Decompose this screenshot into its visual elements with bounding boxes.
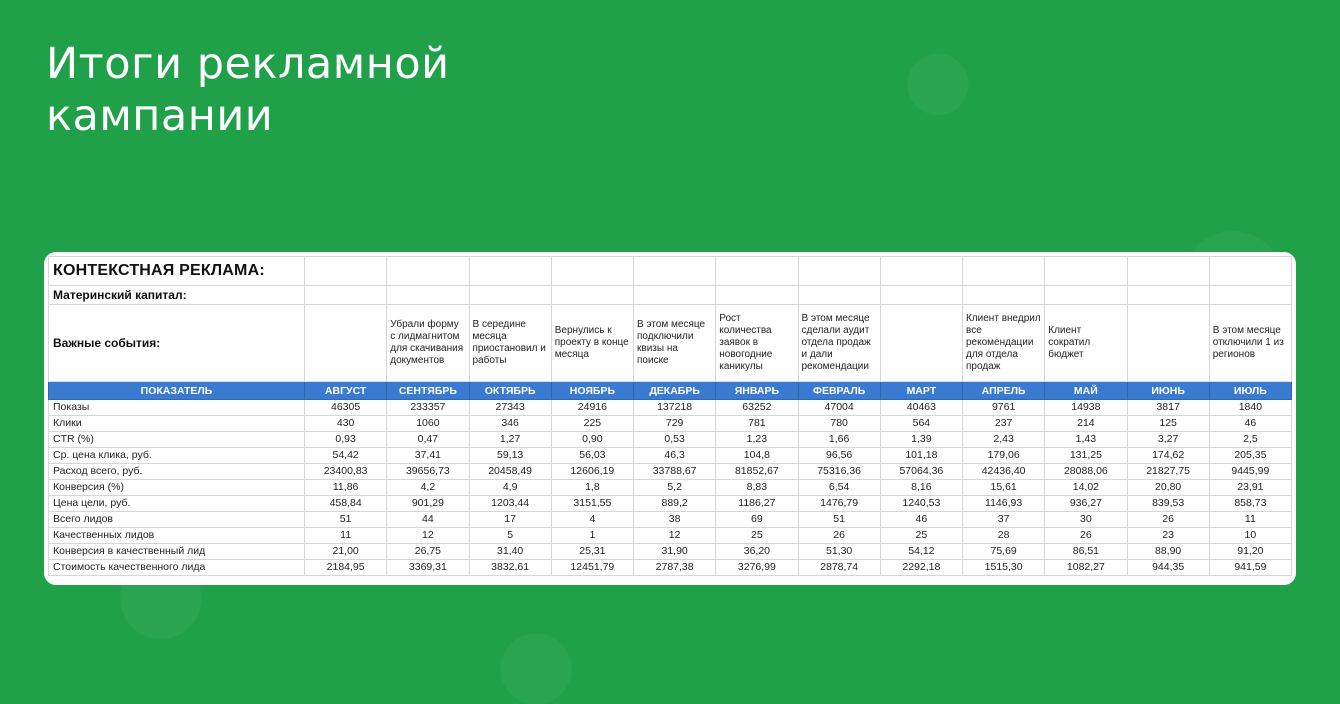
table-cell: 2878,74 (798, 560, 880, 576)
table-cell: 4,9 (469, 480, 551, 496)
table-cell: 96,56 (798, 448, 880, 464)
subheading-empty-cell (634, 286, 716, 305)
table-cell: 430 (305, 416, 387, 432)
table-cell: 4 (551, 512, 633, 528)
table-cell: 1,8 (551, 480, 633, 496)
table-cell: 86,51 (1045, 544, 1127, 560)
table-cell: 2184,95 (305, 560, 387, 576)
row-label: Всего лидов (49, 512, 305, 528)
table-cell: 59,13 (469, 448, 551, 464)
table-cell: 174,62 (1127, 448, 1209, 464)
table-cell: 1515,30 (963, 560, 1045, 576)
row-label: Показы (49, 400, 305, 416)
table-cell: 26 (1045, 528, 1127, 544)
column-header-month: АПРЕЛЬ (963, 382, 1045, 400)
column-header-month: МАРТ (880, 382, 962, 400)
table-cell: 858,73 (1209, 496, 1291, 512)
heading-empty-cell (634, 257, 716, 286)
row-label: Расход всего, руб. (49, 464, 305, 480)
heading-empty-cell (1127, 257, 1209, 286)
row-label: Цена цели, руб. (49, 496, 305, 512)
heading-empty-cell (716, 257, 798, 286)
table-cell: 125 (1127, 416, 1209, 432)
table-heading: КОНТЕКСТНАЯ РЕКЛАМА: (49, 257, 305, 286)
event-note: Убрали форму с лидмагнитом для скачивания документов (387, 305, 469, 382)
table-row (49, 432, 1292, 448)
heading-empty-cell (387, 257, 469, 286)
table-cell: 0,53 (634, 432, 716, 448)
table-cell: 3369,31 (387, 560, 469, 576)
table-cell: 46 (1209, 416, 1291, 432)
table-cell: 9761 (963, 400, 1045, 416)
table-row (49, 512, 1292, 528)
table-cell: 23,91 (1209, 480, 1291, 496)
table-cell: 214 (1045, 416, 1127, 432)
table-cell: 33788,67 (634, 464, 716, 480)
column-header-month: ФЕВРАЛЬ (798, 382, 880, 400)
table-cell: 3832,61 (469, 560, 551, 576)
table-cell: 23 (1127, 528, 1209, 544)
table-cell: 1082,27 (1045, 560, 1127, 576)
table-cell: 26 (798, 528, 880, 544)
table-cell: 901,29 (387, 496, 469, 512)
column-header-indicator: ПОКАЗАТЕЛЬ (49, 382, 305, 400)
event-note (880, 305, 962, 382)
column-header-month: СЕНТЯБРЬ (387, 382, 469, 400)
table-cell: 1840 (1209, 400, 1291, 416)
table-cell: 51 (305, 512, 387, 528)
event-note: Рост количества заявок в новогодние каникулы (716, 305, 798, 382)
event-note: Клиент сократил бюджет (1045, 305, 1127, 382)
table-cell: 23400,83 (305, 464, 387, 480)
row-label: Клики (49, 416, 305, 432)
table-cell: 91,20 (1209, 544, 1291, 560)
table-cell: 458,84 (305, 496, 387, 512)
table-cell: 42436,40 (963, 464, 1045, 480)
column-header-month: ЯНВАРЬ (716, 382, 798, 400)
table-cell: 1,43 (1045, 432, 1127, 448)
event-note: В этом месяце отключили 1 из регионов (1209, 305, 1291, 382)
table-cell: 12451,79 (551, 560, 633, 576)
table-cell: 1060 (387, 416, 469, 432)
table-cell: 17 (469, 512, 551, 528)
heading-empty-cell (963, 257, 1045, 286)
table-cell: 3,27 (1127, 432, 1209, 448)
row-label: Ср. цена клика, руб. (49, 448, 305, 464)
heading-empty-cell (1209, 257, 1291, 286)
table-cell: 21827,75 (1127, 464, 1209, 480)
table-cell: 46,3 (634, 448, 716, 464)
table-cell: 0,93 (305, 432, 387, 448)
table-cell: 729 (634, 416, 716, 432)
table-cell: 54,42 (305, 448, 387, 464)
table-cell: 1186,27 (716, 496, 798, 512)
table-cell: 2,43 (963, 432, 1045, 448)
table-cell: 780 (798, 416, 880, 432)
table-row (49, 496, 1292, 512)
table-cell: 20,80 (1127, 480, 1209, 496)
table-cell: 21,00 (305, 544, 387, 560)
event-note: В этом месяце подключили квизы на поиске (634, 305, 716, 382)
table-cell: 2292,18 (880, 560, 962, 576)
table-row (49, 528, 1292, 544)
table-cell: 3151,55 (551, 496, 633, 512)
table-cell: 28 (963, 528, 1045, 544)
subheading-empty-cell (305, 286, 387, 305)
table-row (49, 544, 1292, 560)
table-row (49, 448, 1292, 464)
table-cell: 46 (880, 512, 962, 528)
table-cell: 205,35 (1209, 448, 1291, 464)
table-cell: 25 (716, 528, 798, 544)
column-header-month: НОЯБРЬ (551, 382, 633, 400)
table-cell: 2,5 (1209, 432, 1291, 448)
table-cell: 12606,19 (551, 464, 633, 480)
subheading-empty-cell (798, 286, 880, 305)
table-cell: 346 (469, 416, 551, 432)
table-cell: 1240,53 (880, 496, 962, 512)
table-cell: 179,06 (963, 448, 1045, 464)
column-header-month: МАЙ (1045, 382, 1127, 400)
table-cell: 781 (716, 416, 798, 432)
table-cell: 28088,06 (1045, 464, 1127, 480)
table-cell: 11 (1209, 512, 1291, 528)
table-subheading: Материнский капитал: (49, 286, 305, 305)
column-header-month: ОКТЯБРЬ (469, 382, 551, 400)
table-cell: 36,20 (716, 544, 798, 560)
table-cell: 63252 (716, 400, 798, 416)
events-label: Важные события: (49, 305, 305, 382)
page-title-line-2: кампании (46, 91, 274, 141)
table-cell: 69 (716, 512, 798, 528)
table-cell: 75,69 (963, 544, 1045, 560)
table-cell: 1,23 (716, 432, 798, 448)
table-row (49, 464, 1292, 480)
table-cell: 24916 (551, 400, 633, 416)
table-cell: 3817 (1127, 400, 1209, 416)
table-cell: 25 (880, 528, 962, 544)
table-cell: 40463 (880, 400, 962, 416)
event-note (1127, 305, 1209, 382)
table-cell: 0,90 (551, 432, 633, 448)
table-cell: 57064,36 (880, 464, 962, 480)
report-table (48, 256, 1292, 576)
table-cell: 51 (798, 512, 880, 528)
table-cell: 3276,99 (716, 560, 798, 576)
table-cell: 38 (634, 512, 716, 528)
subheading-empty-cell (1045, 286, 1127, 305)
table-cell: 131,25 (1045, 448, 1127, 464)
table-cell: 6,54 (798, 480, 880, 496)
event-note: В этом месяце сделали аудит отдела продаж и дали рекомендации (798, 305, 880, 382)
column-header-month: ДЕКАБРЬ (634, 382, 716, 400)
table-cell: 11 (305, 528, 387, 544)
table-cell: 237 (963, 416, 1045, 432)
table-cell: 104,8 (716, 448, 798, 464)
table-cell: 1203,44 (469, 496, 551, 512)
table-cell: 10 (1209, 528, 1291, 544)
table-cell: 56,03 (551, 448, 633, 464)
table-cell: 137218 (634, 400, 716, 416)
table-row (49, 416, 1292, 432)
table-cell: 233357 (387, 400, 469, 416)
table-cell: 1,27 (469, 432, 551, 448)
subheading-empty-cell (469, 286, 551, 305)
table-cell: 30 (1045, 512, 1127, 528)
heading-empty-cell (305, 257, 387, 286)
heading-empty-cell (469, 257, 551, 286)
table-cell: 25,31 (551, 544, 633, 560)
table-cell: 225 (551, 416, 633, 432)
column-header-month: АВГУСТ (305, 382, 387, 400)
table-cell: 941,59 (1209, 560, 1291, 576)
event-note (305, 305, 387, 382)
table-cell: 4,2 (387, 480, 469, 496)
table-cell: 51,30 (798, 544, 880, 560)
table-cell: 31,90 (634, 544, 716, 560)
table-cell: 15,61 (963, 480, 1045, 496)
table-cell: 1476,79 (798, 496, 880, 512)
page-title-line-1: Итоги рекламной (46, 39, 450, 89)
subheading-empty-cell (963, 286, 1045, 305)
table-cell: 39656,73 (387, 464, 469, 480)
subheading-empty-cell (1127, 286, 1209, 305)
subheading-empty-cell (880, 286, 962, 305)
event-note: Клиент внедрил все рекомендации для отдела продаж (963, 305, 1045, 382)
table-cell: 88,90 (1127, 544, 1209, 560)
table-cell: 12 (387, 528, 469, 544)
heading-empty-cell (798, 257, 880, 286)
table-cell: 839,53 (1127, 496, 1209, 512)
table-cell: 37,41 (387, 448, 469, 464)
table-cell: 0,47 (387, 432, 469, 448)
table-row (49, 480, 1292, 496)
table-row (49, 560, 1292, 576)
table-cell: 14,02 (1045, 480, 1127, 496)
table-cell: 1146,93 (963, 496, 1045, 512)
row-label: Конверсия в качественный лид (49, 544, 305, 560)
row-label: Конверсия (%) (49, 480, 305, 496)
table-cell: 8,83 (716, 480, 798, 496)
table-cell: 54,12 (880, 544, 962, 560)
table-cell: 26 (1127, 512, 1209, 528)
table-cell: 11,86 (305, 480, 387, 496)
subheading-empty-cell (551, 286, 633, 305)
table-cell: 26,75 (387, 544, 469, 560)
table-cell: 14938 (1045, 400, 1127, 416)
row-label: CTR (%) (49, 432, 305, 448)
table-cell: 37 (963, 512, 1045, 528)
table-cell: 81852,67 (716, 464, 798, 480)
heading-empty-cell (551, 257, 633, 286)
column-header-month: ИЮНЬ (1127, 382, 1209, 400)
table-cell: 2787,38 (634, 560, 716, 576)
heading-empty-cell (1045, 257, 1127, 286)
row-label: Качественных лидов (49, 528, 305, 544)
event-note: В середине месяца приостановил и работы (469, 305, 551, 382)
table-cell: 8,16 (880, 480, 962, 496)
event-note: Вернулись к проекту в конце месяца (551, 305, 633, 382)
table-cell: 5,2 (634, 480, 716, 496)
subheading-empty-cell (387, 286, 469, 305)
subheading-empty-cell (1209, 286, 1291, 305)
row-label: Стоимость качественного лида (49, 560, 305, 576)
table-cell: 44 (387, 512, 469, 528)
column-header-month: ИЮЛЬ (1209, 382, 1291, 400)
report-card (44, 252, 1296, 585)
table-cell: 31,40 (469, 544, 551, 560)
table-cell: 1 (551, 528, 633, 544)
subheading-empty-cell (716, 286, 798, 305)
table-cell: 46305 (305, 400, 387, 416)
table-cell: 47004 (798, 400, 880, 416)
table-cell: 564 (880, 416, 962, 432)
page-title (46, 38, 450, 142)
table-cell: 27343 (469, 400, 551, 416)
heading-empty-cell (880, 257, 962, 286)
table-cell: 20458,49 (469, 464, 551, 480)
table-cell: 1,39 (880, 432, 962, 448)
table-cell: 75316,36 (798, 464, 880, 480)
table-cell: 9445,99 (1209, 464, 1291, 480)
table-cell: 5 (469, 528, 551, 544)
table-cell: 1,66 (798, 432, 880, 448)
table-cell: 944,35 (1127, 560, 1209, 576)
table-cell: 889,2 (634, 496, 716, 512)
table-cell: 12 (634, 528, 716, 544)
table-cell: 936,27 (1045, 496, 1127, 512)
table-cell: 101,18 (880, 448, 962, 464)
table-row (49, 400, 1292, 416)
